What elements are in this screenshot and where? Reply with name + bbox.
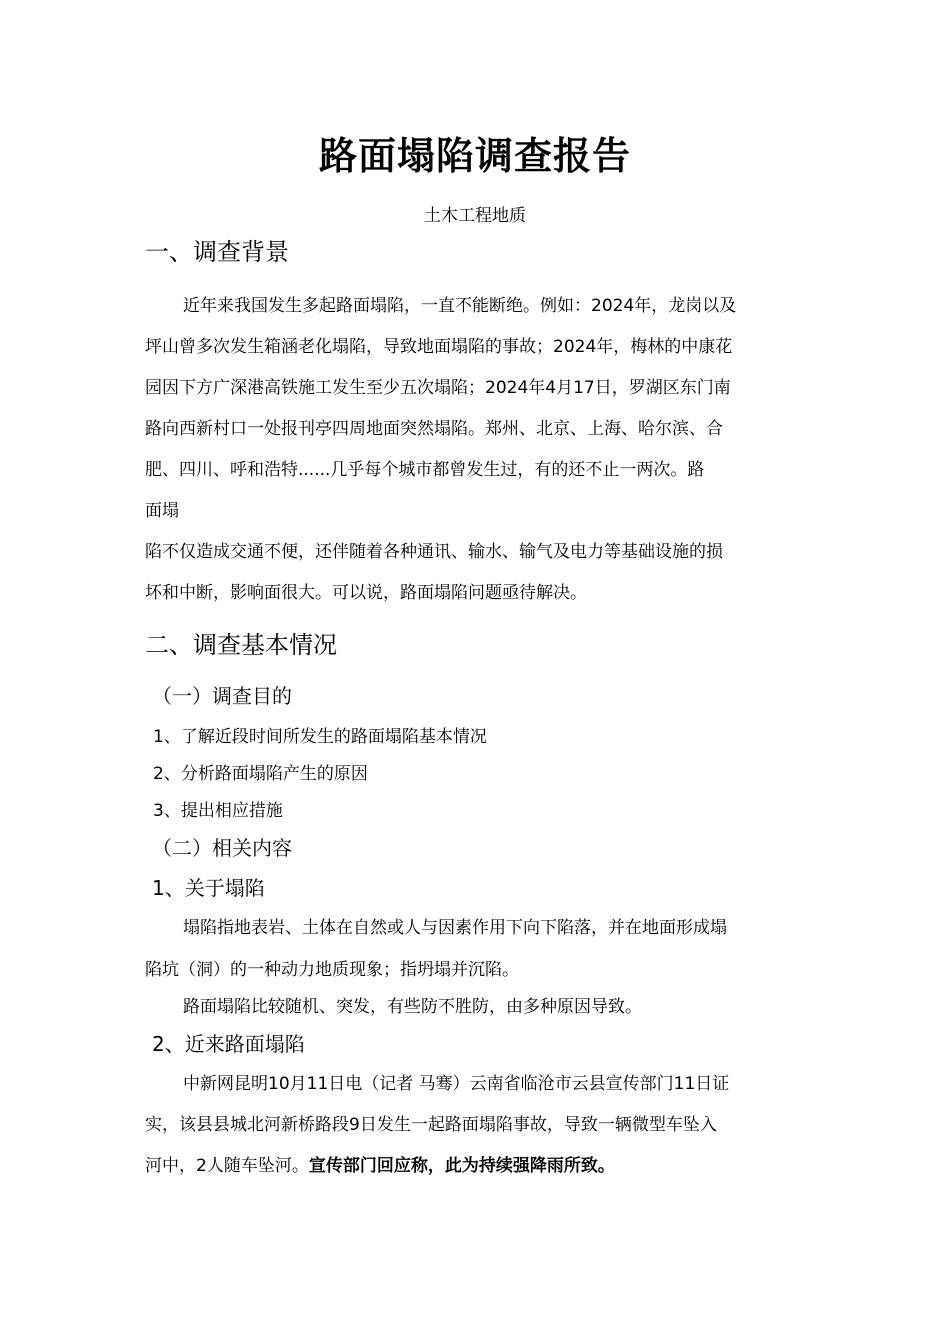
- section1-line-1: 近年来我国发生多起路面塌陷，一直不能断绝。例如：2024年，龙岗以及: [183, 296, 737, 316]
- part2-line-3-bold: 宣传部门回应称，此为持续强降雨所致。: [308, 1156, 615, 1176]
- part2-line-2: 实，该县县城北河新桥路段9日发生一起路面塌陷事故，导致一辆微型车坠入: [145, 1115, 717, 1135]
- part1-line-2: 陷坑（洞）的一种动力地质现象；指坍塌并沉陷。: [145, 960, 519, 980]
- section1-heading: 一、调查背景: [145, 238, 289, 266]
- purpose-item-2: 2、分析路面塌陷产生的原因: [153, 764, 368, 784]
- part2-heading: 2、近来路面塌陷: [152, 1032, 305, 1056]
- purpose-item-3: 3、提出相应措施: [153, 801, 283, 821]
- section1-line-7: 陷不仅造成交通不便，还伴随着各种通讯、输水、输气及电力等基础设施的损: [145, 542, 723, 562]
- section1-line-2: 坪山曾多次发生箱涵老化塌陷，导致地面塌陷的事故；2024年，梅林的中康花: [145, 337, 733, 357]
- section1-line-6: 面塌: [145, 501, 179, 521]
- subsection2-heading: （二）相关内容: [152, 836, 292, 860]
- part2-line-3: [145, 1151, 810, 1176]
- section1-line-4: 路向西新村口一处报刊亭四周地面突然塌陷。郑州、北京、上海、哈尔滨、合: [145, 419, 723, 439]
- section1-line-8: 坏和中断，影响面很大。可以说，路面塌陷问题亟待解决。: [145, 583, 587, 603]
- document-title: 路面塌陷调查报告: [318, 134, 631, 178]
- part1-line-1: 塌陷指地表岩、土体在自然或人与因素作用下向下陷落，并在地面形成塌: [183, 918, 727, 938]
- section1-line-3: 园因下方广深港高铁施工发生至少五次塌陷；2024年4月17日，罗湖区东门南: [145, 378, 731, 398]
- part2-line-1: 中新网昆明10月11日电（记者 马骞）云南省临沧市云县宣传部门11日证: [183, 1074, 730, 1094]
- purpose-item-1: 1、了解近段时间所发生的路面塌陷基本情况: [153, 727, 487, 747]
- part2-line-3-plain: 河中，2人随车坠河。: [145, 1156, 309, 1176]
- section1-line-5: 肥、四川、呼和浩特......几乎每个城市都曾发生过，有的还不止一两次。路: [145, 460, 705, 480]
- part1-line-3: 路面塌陷比较随机、突发，有些防不胜防，由多种原因导致。: [183, 997, 642, 1017]
- document-subtitle: 土木工程地质: [424, 206, 526, 226]
- part1-heading: 1、关于塌陷: [152, 876, 265, 900]
- section2-heading: 二、调查基本情况: [145, 631, 337, 659]
- subsection1-heading: （一）调查目的: [152, 684, 292, 708]
